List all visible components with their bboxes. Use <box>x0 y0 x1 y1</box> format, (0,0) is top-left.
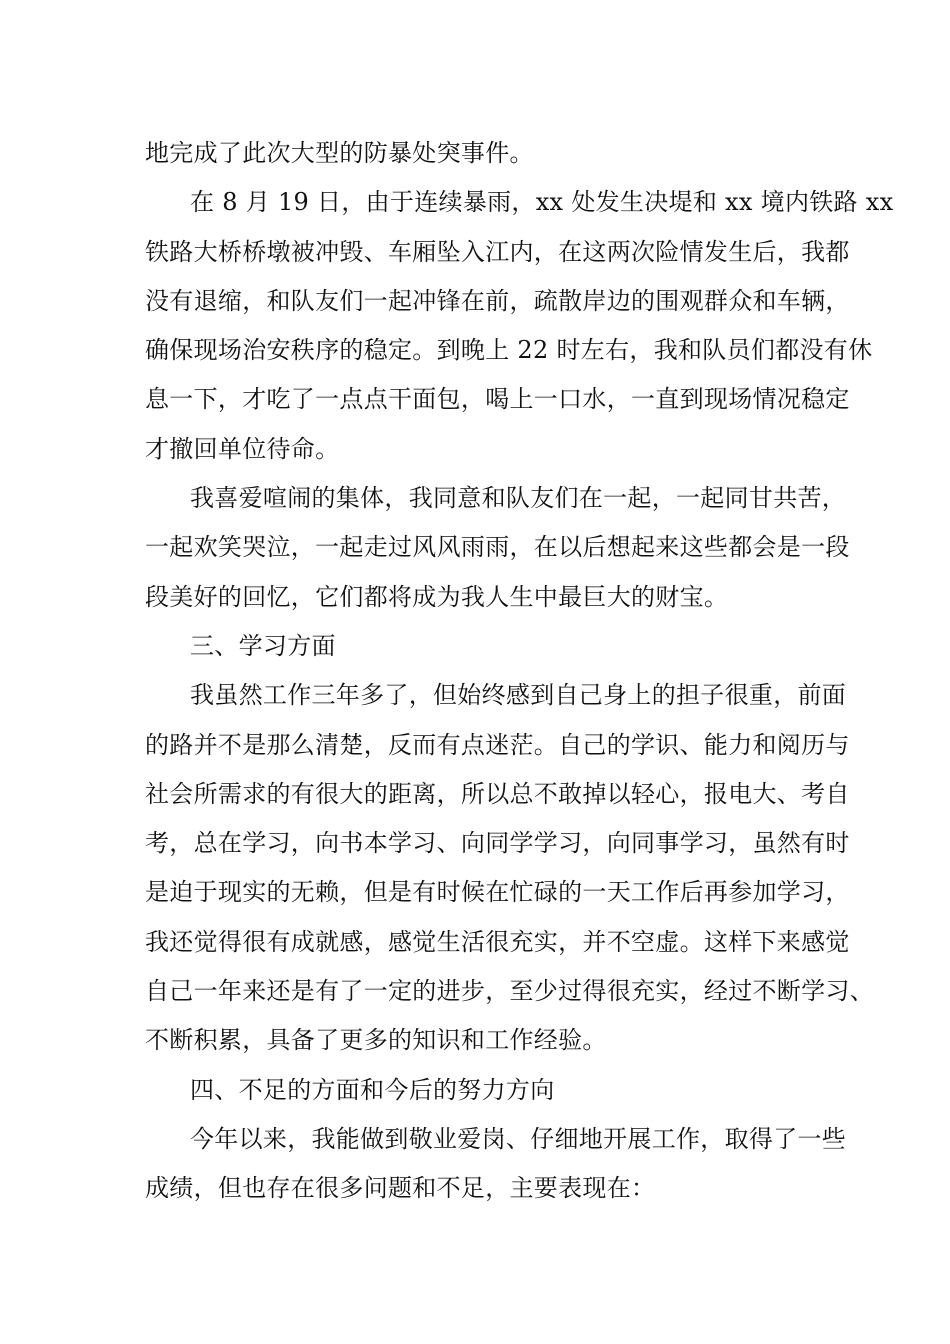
text-line: 确保现场治安秩序的稳定。到晚上 22 时左右，我和队员们都没有休 <box>145 336 873 365</box>
section-heading: 四、不足的方面和今后的努力方向 <box>190 1075 555 1104</box>
text-line: 考，总在学习，向书本学习、向同学学习，向同事学习，虽然有时 <box>145 829 850 858</box>
text-line: 不断积累，具备了更多的知识和工作经验。 <box>145 1026 607 1055</box>
paragraph-start-line: 今年以来，我能做到敬业爱岗、仔细地开展工作，取得了一些 <box>190 1124 847 1153</box>
text-line: 的路并不是那么清楚，反而有点迷茫。自己的学识、能力和阅历与 <box>145 730 850 759</box>
text-line: 成绩，但也存在很多问题和不足，主要表现在： <box>145 1174 656 1203</box>
document-page <box>145 129 894 1214</box>
text-line: 没有退缩，和队友们一起冲锋在前，疏散岸边的围观群众和车辆， <box>145 286 850 315</box>
text-line: 我还觉得很有成就感，感觉生活很充实，并不空虚。这样下来感觉 <box>145 927 850 956</box>
text-line: 是迫于现实的无赖，但是有时候在忙碌的一天工作后再参加学习， <box>145 878 850 907</box>
text-line: 才撤回单位待命。 <box>145 434 340 463</box>
paragraph-start-line: 在 8 月 19 日，由于连续暴雨，xx 处发生决堤和 xx 境内铁路 xx <box>190 188 894 217</box>
section-heading: 三、学习方面 <box>190 631 336 660</box>
text-line: 铁路大桥桥墩被冲毁、车厢坠入江内，在这两次险情发生后，我都 <box>145 237 850 266</box>
text-line: 一起欢笑哭泣，一起走过风风雨雨，在以后想起来这些都会是一段 <box>145 533 850 562</box>
paragraph-start-line: 我虽然工作三年多了，但始终感到自己身上的担子很重，前面 <box>190 681 847 710</box>
paragraph-start-line: 我喜爱喧闹的集体，我同意和队友们在一起，一起同甘共苦， <box>190 484 847 513</box>
text-line: 息一下，才吃了一点点干面包，喝上一口水，一直到现场情况稳定 <box>145 385 850 414</box>
text-line: 地完成了此次大型的防暴处突事件。 <box>145 139 534 167</box>
text-line: 社会所需求的有很大的距离，所以总不敢掉以轻心，报电大、考自 <box>145 779 850 808</box>
text-line: 段美好的回忆，它们都将成为我人生中最巨大的财宝。 <box>145 582 729 611</box>
text-line: 自己一年来还是有了一定的进步，至少过得很充实，经过不断学习、 <box>145 977 874 1006</box>
